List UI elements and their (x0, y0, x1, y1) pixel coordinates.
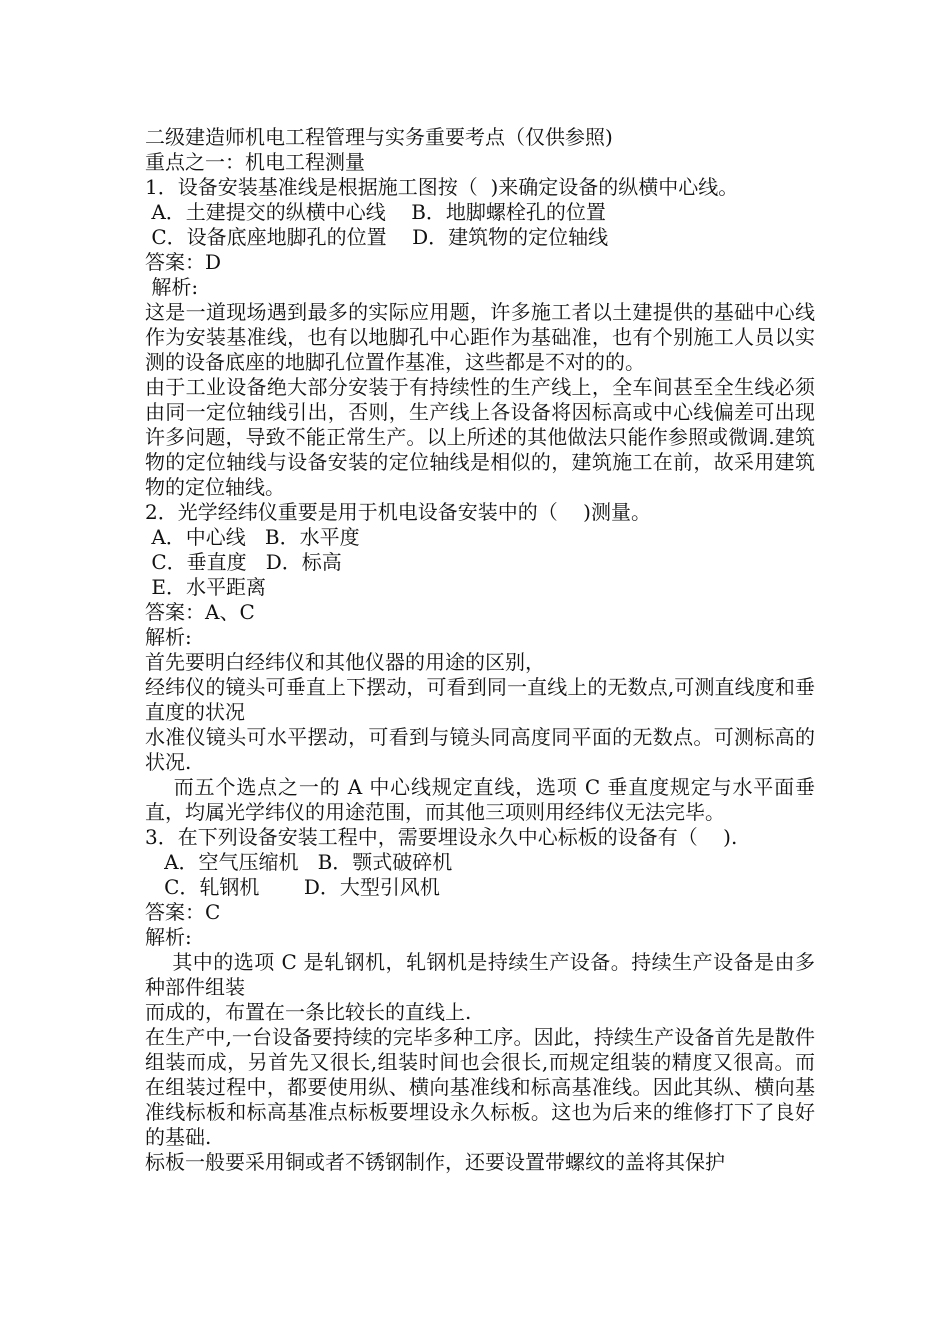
q1-analysis-label: 解析: (145, 275, 199, 299)
section-heading: 重点之一：机电工程测量 (145, 150, 365, 174)
q3-answer: 答案：C (145, 900, 221, 924)
q3-analysis-paragraph-2: 而成的，布置在一条比较长的直线上. (145, 1000, 472, 1024)
q2-options-c-d: C．垂直度 D．标高 (145, 550, 342, 574)
q2-analysis-label: 解析: (145, 625, 192, 649)
q1-options-a-b: A．土建提交的纵横中心线 B．地脚螺栓孔的位置 (145, 200, 606, 224)
q1-analysis-paragraph-2: 由于工业设备绝大部分安装于有持续性的生产线上，全车间甚至全生线必须由同一定位轴线引出，否则，生产线上各设备将因标高或中心线偏差可出现许多问题，导致不能正常生产。以上所述的其他做法只能作参照或微调.建筑物的定位轴线与设备安装的定位轴线是相似的，建筑施工在前，故采用建筑物的定位轴线。 (145, 375, 815, 499)
q2-analysis-paragraph-1: 首先要明白经纬仪和其他仪器的用途的区别， (145, 650, 545, 674)
document-title: 二级建造师机电工程管理与实务重要考点（仅供参照) (145, 125, 613, 149)
q2-analysis-paragraph-3: 水准仪镜头可水平摆动，可看到与镜头同高度同平面的无数点。可测标高的状况. (145, 725, 815, 774)
q1-question: 1．设备安装基准线是根据施工图按（ )来确定设备的纵横中心线。 (145, 175, 739, 199)
q2-question: 2．光学经纬仪重要是用于机电设备安装中的（ )测量。 (145, 500, 651, 524)
q2-option-e: E．水平距离 (145, 575, 266, 599)
q3-analysis-paragraph-1: 其中的选项 C 是轧钢机，轧钢机是持续生产设备。持续生产设备是由多种部件组装 (145, 950, 815, 999)
q3-options-c-d: C．轧钢机 D．大型引风机 (145, 875, 440, 899)
q2-analysis-paragraph-2: 经纬仪的镜头可垂直上下摆动，可看到同一直线上的无数点,可测直线度和垂直度的状况 (145, 675, 815, 724)
document-page (145, 125, 815, 1175)
q2-answer: 答案：A、C (145, 600, 255, 624)
q3-options-a-b: A．空气压缩机 B．颚式破碎机 (145, 850, 453, 874)
q2-options-a-b: A．中心线 B．水平度 (145, 525, 360, 549)
q3-analysis-paragraph-3: 在生产中,一台设备要持续的完毕多种工序。因此，持续生产设备首先是散件组装而成，另首先又很长,组装时间也会很长,而规定组装的精度又很高。而在组装过程中，都要使用纵、横向基准线和标高基准线。因此其纵、横向基准线标板和标高基准点标板要埋设永久标板。这也为后来的维修打下了良好的基础. (145, 1025, 815, 1149)
q3-analysis-label: 解析: (145, 925, 192, 949)
q1-answer: 答案：D (145, 250, 222, 274)
q1-analysis-paragraph-1: 这是一道现场遇到最多的实际应用题，许多施工者以土建提供的基础中心线作为安装基准线，也有以地脚孔中心距作为基础准，也有个别施工人员以实测的设备底座的地脚孔位置作基准，这些都是不对的的。 (145, 300, 815, 374)
q1-options-c-d: C．设备底座地脚孔的位置 D．建筑物的定位轴线 (145, 225, 609, 249)
q2-analysis-paragraph-4: 而五个选点之一的 A 中心线规定直线，选项 C 垂直度规定与水平面垂直，均属光学纬仪的用途范围，而其他三项则用经纬仪无法完毕。 (145, 775, 815, 824)
q3-analysis-paragraph-4: 标板一般要采用铜或者不锈钢制作，还要设置带螺纹的盖将其保护 (145, 1150, 725, 1174)
q3-question: 3．在下列设备安装工程中，需要埋设永久中心标板的设备有（ ). (145, 825, 738, 849)
